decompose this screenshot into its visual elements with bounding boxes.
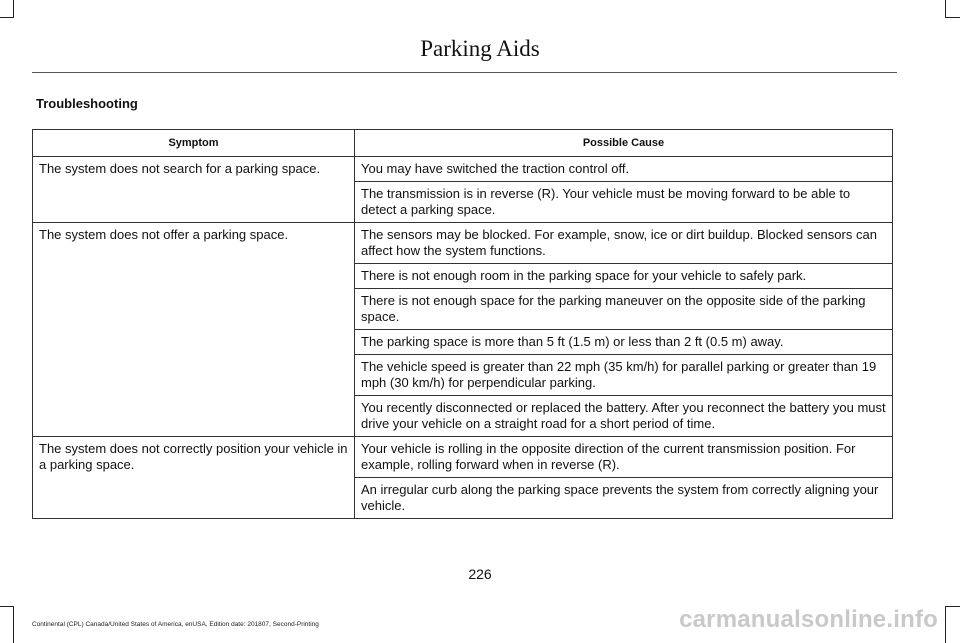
cause-cell: An irregular curb along the parking space prevents the system from correctly aligning your vehicle. (355, 478, 893, 519)
symptom-cell (33, 289, 355, 330)
symptom-cell (33, 330, 355, 355)
table-row (33, 330, 893, 355)
table-row (33, 289, 893, 330)
crop-mark-top-right-h (945, 17, 960, 18)
cause-cell: The transmission is in reverse (R). Your vehicle must be moving forward to be able to detect a parking space. (355, 182, 893, 223)
crop-mark-bottom-left-h (0, 606, 14, 607)
symptom-cell (33, 396, 355, 437)
crop-mark-bottom-right-h (945, 606, 960, 607)
symptom-cell: The system does not offer a parking space. (33, 223, 355, 264)
crop-mark-top-left-v (13, 0, 14, 17)
page-number: 226 (468, 566, 492, 582)
crop-mark-bottom-left-v (13, 606, 14, 643)
table-row (33, 355, 893, 396)
cause-cell: The vehicle speed is greater than 22 mph (35 km/h) for parallel parking or greater than 19 mph (30 km/h) for perpendicular parking. (355, 355, 893, 396)
table-row (33, 396, 893, 437)
section-heading: Troubleshooting (36, 96, 138, 111)
table-body (33, 157, 893, 519)
cause-cell: The parking space is more than 5 ft (1.5 m) or less than 2 ft (0.5 m) away. (355, 330, 893, 355)
table-row (33, 437, 893, 478)
symptom-cell: The system does not correctly position your vehicle in a parking space. (33, 437, 355, 478)
table-row (33, 182, 893, 223)
cause-cell: Your vehicle is rolling in the opposite direction of the current transmission position. For example, rolling forward when in reverse (R). (355, 437, 893, 478)
table-header-row (33, 130, 893, 157)
symptom-cell: The system does not search for a parking space. (33, 157, 355, 182)
table-row (33, 478, 893, 519)
troubleshooting-table (32, 129, 893, 519)
crop-mark-top-left-h (0, 17, 14, 18)
symptom-cell (33, 355, 355, 396)
cause-cell: There is not enough space for the parking maneuver on the opposite side of the parking space. (355, 289, 893, 330)
header-symptom: Symptom (33, 130, 355, 157)
table-row (33, 157, 893, 182)
symptom-cell (33, 478, 355, 519)
page-title: Parking Aids (420, 36, 540, 61)
cause-cell: There is not enough room in the parking space for your vehicle to safely park. (355, 264, 893, 289)
table-row (33, 264, 893, 289)
watermark-logo: carmanualsonline.info (679, 606, 938, 633)
cause-cell: The sensors may be blocked. For example, snow, ice or dirt buildup. Blocked sensors can affect how the system functions. (355, 223, 893, 264)
cause-cell: You may have switched the traction control off. (355, 157, 893, 182)
symptom-cell (33, 264, 355, 289)
cause-cell: You recently disconnected or replaced the battery. After you reconnect the battery you must drive your vehicle on a straight road for a short period of time. (355, 396, 893, 437)
footer-edition-text: Continental (CPL) Canada/United States of America, enUSA, Edition date: 201807, Second-Printing (32, 621, 319, 628)
header-divider (32, 72, 897, 73)
crop-mark-bottom-right-v (945, 606, 946, 643)
header-possible-cause: Possible Cause (355, 130, 893, 157)
table-row (33, 223, 893, 264)
crop-mark-top-right-v (945, 0, 946, 17)
symptom-cell (33, 182, 355, 223)
